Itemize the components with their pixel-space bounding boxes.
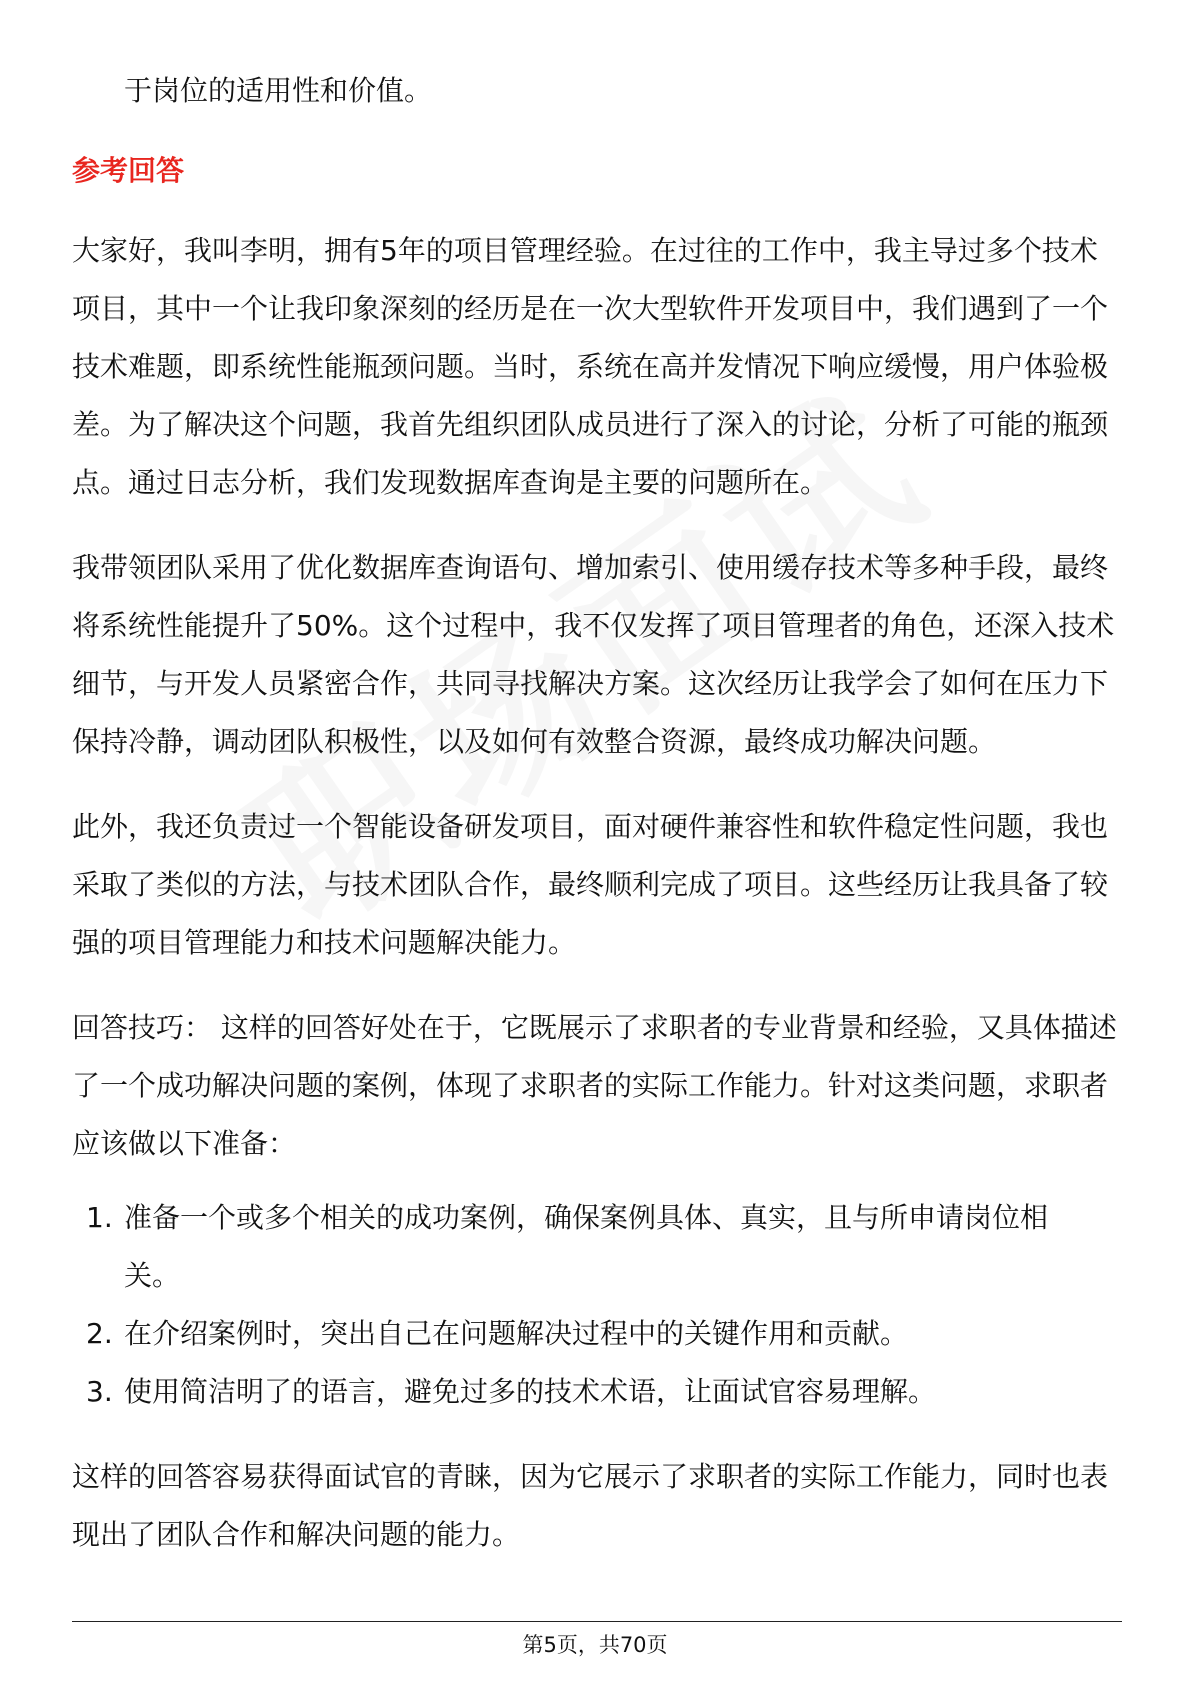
answer-tips-paragraph: 回答技巧： 这样的回答好处在于，它既展示了求职者的专业背景和经验，又具体描述了一个成功解决问题的案例，体现了求职者的实际工作能力。针对这类问题，求职者应该做以下准备： [72, 1011, 1117, 1160]
closing-paragraph: 这样的回答容易获得面试官的青睐，因为它展示了求职者的实际工作能力，同时也表现出了团队合作和解决问题的能力。 [72, 1460, 1109, 1551]
answer-paragraph-3: 此外，我还负责过一个智能设备研发项目，面对硬件兼容性和软件稳定性问题，我也采取了类似的方法，与技术团队合作，最终顺利完成了项目。这些经历让我具备了较强的项目管理能力和技术问题解决能力。 [72, 810, 1109, 959]
answer-paragraph-1: 大家好，我叫李明，拥有5年的项目管理经验。在过往的工作中，我主导过多个技术项目，其中一个让我印象深刻的经历是在一次大型软件开发项目中，我们遇到了一个技术难题，即系统性能瓶颈问题。当时，系统在高并发情况下响应缓慢，用户体验极差。为了解决这个问题，我首先组织团队成员进行了深入的讨论，分析了可能的瓶颈点。通过日志分析，我们发现数据库查询是主要的问题所在。 [72, 234, 1109, 499]
page-number: 第5页，共70页 [522, 1633, 668, 1657]
footer-divider [72, 1621, 1122, 1622]
page-content [72, 62, 1122, 1564]
section-heading: 参考回答 [72, 154, 185, 187]
list-item-number: 1. [86, 1201, 113, 1234]
list-item-number: 2. [86, 1317, 113, 1350]
list-item-number: 3. [86, 1375, 113, 1408]
answer-paragraph-2: 我带领团队采用了优化数据库查询语句、增加索引、使用缓存技术等多种手段，最终将系统性能提升了50%。这个过程中，我不仅发挥了项目管理者的角色，还深入技术细节，与开发人员紧密合作，共同寻找解决方案。这次经历让我学会了如何在压力下保持冷静，调动团队积极性，以及如何有效整合资源，最终成功解决问题。 [72, 551, 1115, 758]
list-item-text: 在介绍案例时，突出自己在问题解决过程中的关键作用和贡献。 [124, 1317, 909, 1350]
list-item-text: 使用简洁明了的语言，避免过多的技术术语，让面试官容易理解。 [124, 1375, 937, 1408]
list-item-text: 准备一个或多个相关的成功案例，确保案例具体、真实，且与所申请岗位相关。 [124, 1201, 1049, 1292]
tips-list [72, 1189, 1122, 1421]
intro-continuation: 于岗位的适用性和价值。 [124, 74, 433, 107]
list-item [72, 1305, 1122, 1363]
list-item [72, 1189, 1122, 1305]
list-item [72, 1363, 1122, 1421]
